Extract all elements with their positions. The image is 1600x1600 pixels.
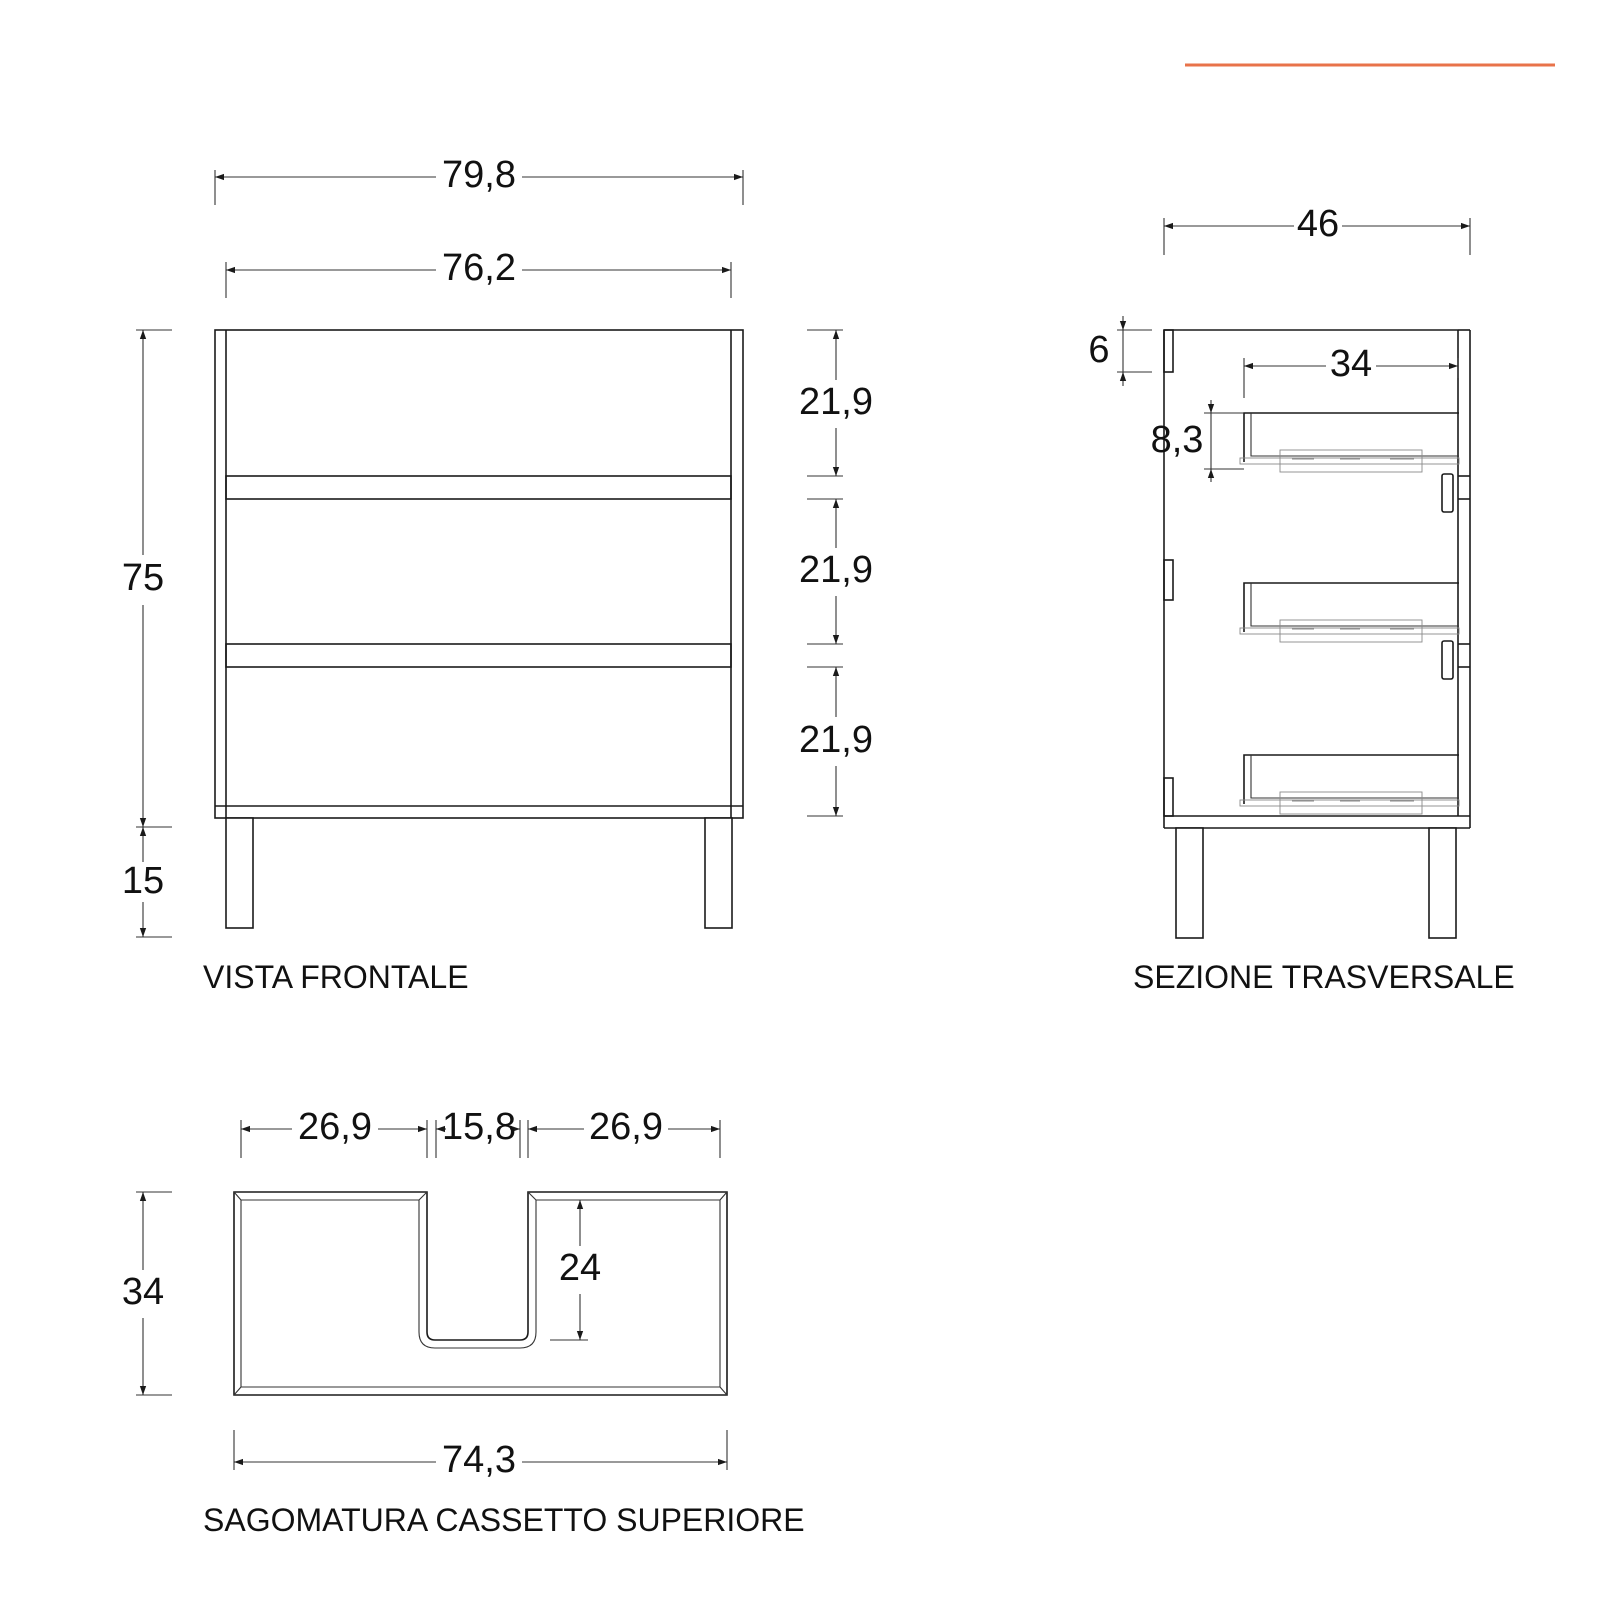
drawer-side-height-label: 8,3 bbox=[1150, 419, 1204, 462]
drawer-height-label: 21,9 bbox=[799, 719, 873, 762]
back-clip bbox=[1164, 560, 1173, 600]
leg-height-label: 15 bbox=[121, 860, 165, 903]
inner-width-label: 76,2 bbox=[442, 247, 516, 290]
drawer-box bbox=[1240, 755, 1459, 814]
drawer-runner bbox=[1280, 450, 1422, 472]
total-width-label: 74,3 bbox=[442, 1439, 516, 1482]
drawer-separator bbox=[226, 644, 731, 667]
drawer-box bbox=[1240, 583, 1459, 642]
leg bbox=[1429, 828, 1456, 938]
back-clip bbox=[1164, 778, 1173, 816]
back-clip bbox=[1164, 330, 1173, 372]
leg bbox=[705, 818, 732, 928]
leg bbox=[226, 818, 253, 928]
top-gap-label: 6 bbox=[1088, 329, 1110, 372]
right-width-label: 26,9 bbox=[589, 1106, 663, 1149]
handle bbox=[1442, 474, 1453, 512]
overall-width-label: 79,8 bbox=[442, 154, 516, 197]
drawer-depth-label: 34 bbox=[1329, 343, 1373, 386]
drawer-runner bbox=[1280, 792, 1422, 814]
top-drawer-cutout bbox=[122, 1106, 805, 1538]
front-view-caption: VISTA FRONTALE bbox=[203, 959, 469, 995]
drawer-separator bbox=[226, 476, 731, 499]
notch-depth-label: 24 bbox=[558, 1247, 602, 1290]
leg bbox=[1176, 828, 1203, 938]
depth-label: 46 bbox=[1296, 203, 1340, 246]
cutout-caption: SAGOMATURA CASSETTO SUPERIORE bbox=[203, 1502, 805, 1538]
drawer-inner-outline bbox=[241, 1200, 720, 1387]
section-view bbox=[1088, 203, 1514, 995]
drawer-runner bbox=[1280, 620, 1422, 642]
notch-width-label: 15,8 bbox=[442, 1106, 516, 1149]
front-view bbox=[122, 154, 873, 995]
left-width-label: 26,9 bbox=[298, 1106, 372, 1149]
body-height-label: 75 bbox=[121, 557, 165, 600]
handle bbox=[1442, 641, 1453, 679]
drawer-height-label: 21,9 bbox=[799, 381, 873, 424]
section-view-caption: SEZIONE TRASVERSALE bbox=[1133, 959, 1515, 995]
drawer-height-label: 21,9 bbox=[799, 549, 873, 592]
cutout-depth-label: 34 bbox=[121, 1271, 165, 1314]
cabinet-body bbox=[215, 330, 743, 818]
drawer-outline bbox=[234, 1192, 727, 1395]
drawer-box bbox=[1240, 413, 1459, 472]
